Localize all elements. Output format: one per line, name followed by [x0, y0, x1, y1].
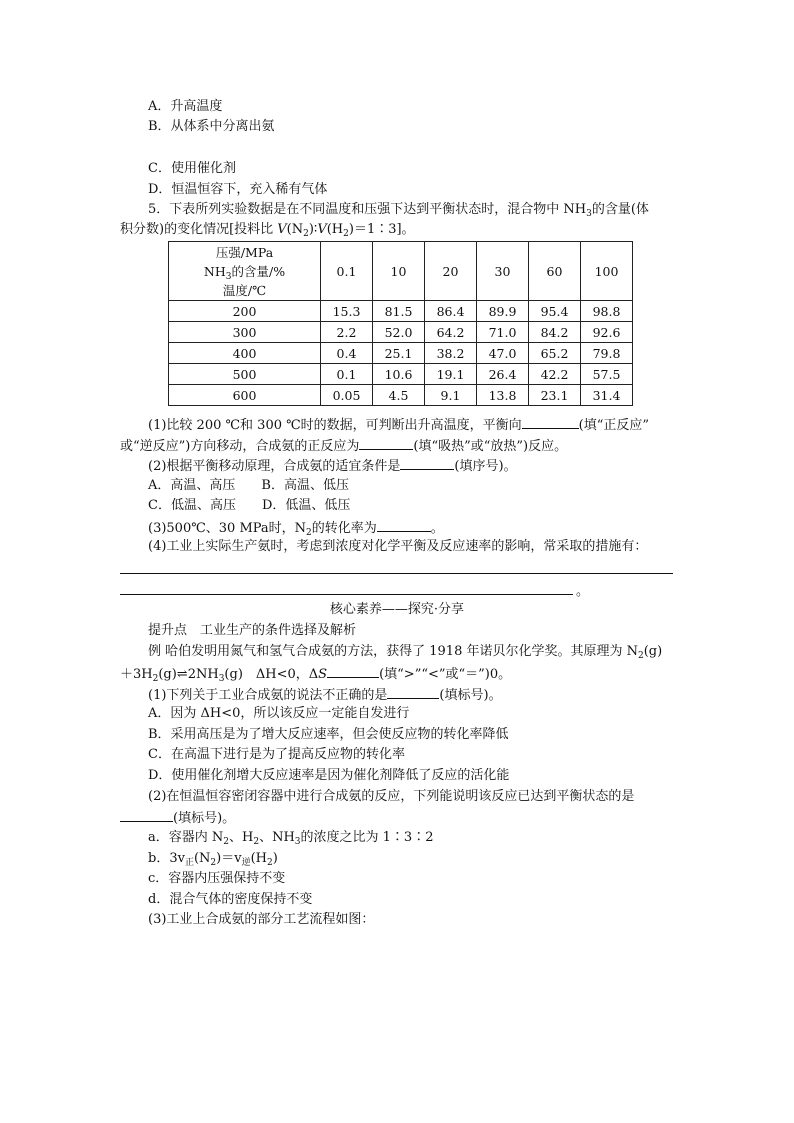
value-cell: 10.6 — [373, 364, 425, 385]
value-cell: 64.2 — [425, 322, 477, 343]
q5-stem-line2: 积分数)的变化情况[投料比 $V(N_2)∶V(H_2)=1∶3$]。 — [120, 222, 415, 239]
example-sub3: (3)工业上合成氨的部分工艺流程如图： — [148, 912, 375, 927]
answer-blank[interactable] — [387, 685, 439, 699]
table-row — [169, 385, 633, 406]
value-cell: 92.6 — [581, 322, 633, 343]
table-row — [169, 301, 633, 322]
value-cell: 19.1 — [425, 364, 477, 385]
value-cell: 42.2 — [529, 364, 581, 385]
table-row — [169, 364, 633, 385]
answer-blank[interactable] — [522, 415, 579, 429]
q5-sub4: (4)工业上实际生产氨时，考虑到浓度对化学平衡及反应速率的影响，常采取的措施有： — [148, 539, 648, 554]
example-sub2-option-c: c．容器内压强保持不变 — [148, 871, 286, 886]
ammonia-content-table — [168, 241, 633, 406]
value-cell: 47.0 — [477, 343, 529, 364]
value-cell: 0.1 — [321, 364, 373, 385]
q4-option-d: D．恒温恒容下，充入稀有气体 — [148, 182, 328, 197]
example-sub1-option-a: A．因为 ΔH<0，所以该反应一定能自发进行 — [148, 706, 410, 721]
value-cell: 25.1 — [373, 343, 425, 364]
value-cell: 4.5 — [373, 385, 425, 406]
table-row — [169, 343, 633, 364]
value-cell: 98.8 — [581, 301, 633, 322]
example-sub1-option-c: C．在高温下进行是为了提高反应物的转化率 — [148, 747, 405, 762]
answer-blank[interactable] — [359, 436, 413, 450]
value-cell: 38.2 — [425, 343, 477, 364]
value-cell: 81.5 — [373, 301, 425, 322]
value-cell: 15.3 — [321, 301, 373, 322]
section-title: 核心素养——探究·分享 — [329, 602, 465, 617]
example-sub2-option-b: b．$3v_正(N_2)=v_逆(H_2)$ — [148, 851, 278, 868]
example-sub2-line2: (填标号)。 — [120, 808, 235, 828]
pressure-header: 10 — [373, 242, 425, 301]
section-point: 提升点 工业生产的条件选择及解析 — [148, 623, 357, 638]
q5-sub1-line1: (1)比较 200 ℃和 300 ℃时的数据，可判断出升高温度，平衡向 (填“正反应” — [148, 415, 649, 435]
example-sub2: (2)在恒温恒容密闭容器中进行合成氨的反应，下列能说明该反应已达到平衡状态的是 — [148, 789, 635, 804]
answer-blank[interactable] — [400, 456, 454, 470]
value-cell: 65.2 — [529, 343, 581, 364]
example-sub2-option-d: d．混合气体的密度保持不变 — [148, 892, 313, 907]
pressure-header: 0.1 — [321, 242, 373, 301]
q5-sub4-end: 。 — [576, 584, 590, 599]
q5-sub3: (3)500℃、30 MPa时，$N_2$的转化率为 。 — [148, 518, 444, 538]
table-header-row — [169, 242, 633, 301]
temperature-cell: 500 — [169, 364, 321, 385]
q4-option-c: C．使用催化剂 — [148, 161, 236, 176]
temperature-cell: 400 — [169, 343, 321, 364]
q5-stem-line1: 5．下表所列实验数据是在不同温度和压强下达到平衡状态时，混合物中 $NH_3$的含量(体 — [148, 202, 649, 219]
pressure-header: 60 — [529, 242, 581, 301]
q4-option-a: A．升高温度 — [148, 99, 223, 114]
temperature-cell: 200 — [169, 301, 321, 322]
value-cell: 52.0 — [373, 322, 425, 343]
answer-blank[interactable] — [377, 518, 431, 532]
value-cell: 71.0 — [477, 322, 529, 343]
table-row — [169, 322, 633, 343]
value-cell: 13.8 — [477, 385, 529, 406]
value-cell: 0.05 — [321, 385, 373, 406]
value-cell: 89.9 — [477, 301, 529, 322]
pressure-header: 100 — [581, 242, 633, 301]
temperature-cell: 600 — [169, 385, 321, 406]
pressure-header: 30 — [477, 242, 529, 301]
answer-line[interactable] — [120, 573, 673, 574]
value-cell: 57.5 — [581, 364, 633, 385]
value-cell: 9.1 — [425, 385, 477, 406]
pressure-header: 20 — [425, 242, 477, 301]
q5-sub2-options-2: C．低温、高压 D．低温、低压 — [148, 498, 351, 513]
answer-blank[interactable] — [120, 808, 173, 822]
temperature-cell: 300 — [169, 322, 321, 343]
example-line1: 例 哈伯发明用氮气和氢气合成氨的方法，获得了 1918 年诺贝尔化学奖。其原理为 $N_2(g)$ — [148, 644, 663, 661]
q5-sub1-line2: 或“逆反应”)方向移动，合成氨的正反应为 (填“吸热”或“放热”)反应。 — [120, 436, 567, 456]
value-cell: 79.8 — [581, 343, 633, 364]
value-cell: 0.4 — [321, 343, 373, 364]
answer-line[interactable] — [120, 594, 573, 595]
q5-sub2: (2)根据平衡移动原理，合成氨的适宜条件是 (填序号)。 — [148, 456, 517, 476]
value-cell: 84.2 — [529, 322, 581, 343]
value-cell: 95.4 — [529, 301, 581, 322]
value-cell: 86.4 — [425, 301, 477, 322]
answer-blank[interactable] — [327, 664, 379, 678]
table-corner-header: 压强/MPa $NH_3$的含量/% 温度/℃ — [169, 242, 321, 301]
value-cell: 23.1 — [529, 385, 581, 406]
value-cell: 26.4 — [477, 364, 529, 385]
example-sub1-option-d: D．使用催化剂增大反应速率是因为催化剂降低了反应的活化能 — [148, 768, 510, 783]
q5-sub2-options-1: A．高温、高压 B．高温、低压 — [148, 478, 349, 493]
value-cell: 2.2 — [321, 322, 373, 343]
example-sub2-option-a: a．容器内 $N_2$、$H_2$、$NH_3$的浓度之比为 1∶3∶2 — [148, 830, 434, 847]
example-line2: $+3H_2(g)\rightleftharpoons 2NH_3(g)$ ΔH<0，ΔS (填“>”“<”或“＝”)0。 — [120, 664, 511, 684]
example-sub1: (1)下列关于工业合成氨的说法不正确的是 (填标号)。 — [148, 685, 502, 705]
q4-option-b: B．从体系中分离出氨 — [148, 119, 275, 134]
example-sub1-option-b: B．采用高压是为了增大反应速率，但会使反应物的转化率降低 — [148, 727, 509, 742]
value-cell: 31.4 — [581, 385, 633, 406]
